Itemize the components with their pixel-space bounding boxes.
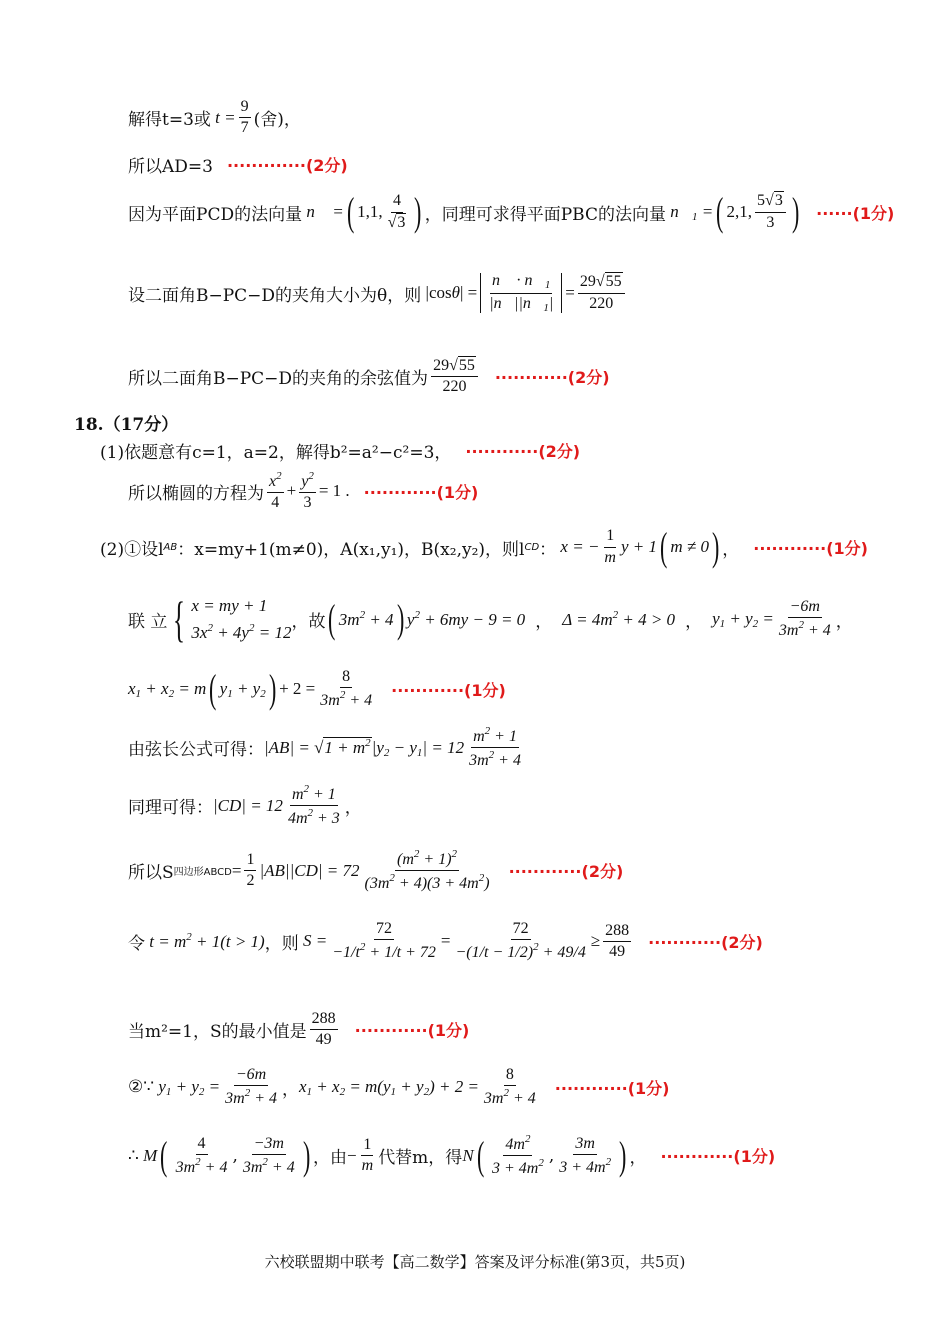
score-mark: ············(1分): [554, 1078, 670, 1098]
score-mark: ············(1分): [660, 1147, 776, 1167]
line-ad: 所以AD=3 ·············(2分): [128, 152, 348, 177]
line-chord-ab: 由弦长公式可得： $|AB| = √1 + m^2|y_2 - y_1| = 12$ $\frac{m^2 + 1}{3m^2 + 4}$: [128, 725, 521, 770]
line-normal-vectors: 因为平面PCD的法向量 n⃗ = ( 1,1, $\frac{4}{√3}$ ) ，同理可求得平面PBC的法向量 $n⃗_1$ = ( 2,1, $\frac{5√3}{3}$ ) ······(1分): [128, 189, 895, 234]
page-footer: 六校联盟期中联考【高二数学】答案及评分标准(第3页，共5页): [264, 1253, 686, 1271]
line-substitution: 令 $t = m^2 + 1(t > 1)$ ，则 S = $\frac{72}{-1/t^2 + 1/t + 72}$ = $\frac{72}{-(1/t - 1/2)^2 + 49/4}$ ≥ $\frac{288}{49}$ ············(2分): [128, 920, 763, 962]
line-system: 联 立 { x = my + 1 $3x^2 + 4y^2 = 12$ ，故 ( $3m^2 + 4$ ) $y^2 + 6my - 9 = 0$ ， $\Delta = 4m^2 + 4 > 0$ ， $y_1 + y_2$ = $\frac{-6m}{3m^2 + 4}$ ，: [128, 591, 853, 648]
line-part1-a: (1)依题意有c=1，a=2，解得b²=a²−c²=3， ············(2分): [100, 438, 580, 463]
line-ellipse-equation: 所以椭圆的方程为 $\frac{x^2}{4}$ + $\frac{y^2}{3}$ = 1 . ············(1分): [128, 470, 479, 512]
line-x-sum: $x_1 + x_2 = m$ ( $y_1 + y_2$ ) + 2 = $\frac{8}{3m^2 + 4}$ ············(1分): [128, 666, 506, 712]
line-cos-result: 所以二面角B−PC−D的夹角的余弦值为 $\frac{29√55}{220}$ ············(2分): [128, 357, 610, 396]
score-mark: ············(2分): [494, 368, 610, 388]
line-cos-theta: 设二面角B−PC−D的夹角大小为θ，则 |cosθ| = $\frac{n⃗ \cdot n⃗_1}{|n⃗||n⃗_1|}$ = $\frac{29√55}{220}$: [128, 272, 628, 314]
score-mark: ············(1分): [354, 1021, 470, 1041]
line-midpoints: ∴ M ( $\frac{4}{3m^2 + 4}$ , $\frac{-3m}{3m^2 + 4}$ ) ，由 − $\frac{1}{m}$ 代替m，得 N ( $\frac{4m^2}{3 + 4m^2}$ , $\frac{3m}{3 + 4m^2}$ ) ， ············(1分): [128, 1132, 776, 1178]
line-part2-2: ②∵ $y_1 + y_2$ = $\frac{-6m}{3m^2 + 4}$ ， $x_1 + x_2 = m(y_1 + y_2) + 2$ = $\frac{8}{3m^2 + 4}$ ············(1分): [128, 1066, 670, 1108]
score-mark: ············(1分): [753, 538, 868, 558]
score-mark: ············(1分): [363, 482, 479, 502]
line-solve-t: 解得t=3或 t = $\frac{9}{7}$ (舍)，: [128, 98, 301, 137]
score-mark: ············(1分): [391, 680, 506, 700]
score-mark: ············(2分): [508, 862, 624, 882]
score-mark: ············(2分): [465, 442, 581, 461]
line-area: 所以S 四边形ABCD = $\frac{1}{2}$ |AB||CD| = 72 $\frac{(m^2 + 1)^2}{(3m^2 + 4)(3 + 4m^2)}$ ············(2分): [128, 848, 624, 893]
line-chord-cd: 同理可得： |CD| = 12 $\frac{m^2 + 1}{4m^2 + 3}$ ，: [128, 783, 362, 828]
question-18-heading: 18.（17分）: [74, 415, 179, 435]
line-part2-setup: (2)①设l AB ：x=my+1(m≠0)，A(x₁,y₁)，B(x₂,y₂)，则l CD ： x = − $\frac{1}{m}$ y + 1 ( m ≠ 0 ) ， ············(1分): [100, 524, 868, 569]
score-mark: ············(2分): [648, 932, 763, 952]
line-minimum: 当m²=1，S的最小值是 $\frac{288}{49}$ ············(1分): [128, 1010, 470, 1049]
score-mark: ······(1分): [816, 203, 895, 223]
score-mark: ·············(2分): [226, 156, 348, 175]
